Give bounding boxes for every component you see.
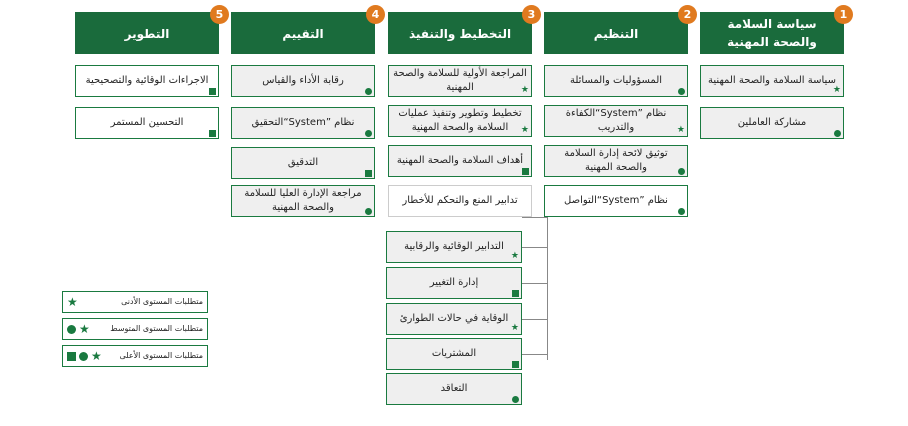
square-marker-icon xyxy=(522,168,529,175)
step-badge-2: 2 xyxy=(678,5,697,24)
procurement-label: المشتريات xyxy=(431,348,477,359)
legend-minimum-label: متطلبات المستوى الأدنى xyxy=(121,297,203,306)
change-management-label: إدارة التغيير xyxy=(429,277,479,288)
step-badge-4: 4 xyxy=(366,5,385,24)
circle-marker-icon xyxy=(512,396,519,403)
investigation-item xyxy=(231,107,375,139)
change-management-item xyxy=(386,267,522,299)
continual-improvement-label: التحسين المستمر xyxy=(110,117,184,128)
square-legend-icon xyxy=(67,352,76,361)
control-measures-item xyxy=(386,231,522,263)
header-planning xyxy=(388,12,532,54)
header-organizing xyxy=(544,12,688,54)
star-marker-icon: ★ xyxy=(510,251,519,261)
header-improvement xyxy=(75,12,219,54)
responsibility-item xyxy=(544,65,688,97)
connector-vertical xyxy=(547,217,548,360)
performance-monitoring-item xyxy=(231,65,375,97)
star-legend-icon: ★ xyxy=(91,349,102,363)
header-evaluation xyxy=(231,12,375,54)
legend-intermediate-label: متطلبات المستوى المتوسط xyxy=(110,324,203,333)
system-planning-label: تخطيط وتطوير وتنفيذ عمليات السلامة والصحة المهنية xyxy=(398,108,522,133)
policy-item-label: سياسة السلامة والصحة المهنية xyxy=(708,75,836,86)
objectives-label: أهداف السلامة والصحة المهنية xyxy=(396,155,524,166)
circle-marker-icon xyxy=(365,88,372,95)
circle-marker-icon xyxy=(365,130,372,137)
star-legend-icon: ★ xyxy=(79,322,90,336)
hazard-prevention-item xyxy=(388,185,532,217)
corrective-actions-item xyxy=(75,65,219,97)
connector-top xyxy=(522,217,548,218)
worker-participation-item xyxy=(700,107,844,139)
documentation-item xyxy=(544,145,688,177)
step-badge-1: 1 xyxy=(834,5,853,24)
emergency-prevention-item xyxy=(386,303,522,335)
circle-marker-icon xyxy=(834,130,841,137)
circle-marker-icon xyxy=(678,168,685,175)
policy-item xyxy=(700,65,844,97)
system-planning-item xyxy=(388,105,532,137)
connector-branch-1 xyxy=(522,247,548,248)
audit-label: التدقيق xyxy=(287,157,319,168)
contracting-label: التعاقد xyxy=(440,383,468,394)
header-improvement-title: التطوير xyxy=(124,27,170,41)
star-legend-icon: ★ xyxy=(67,295,78,309)
objectives-item xyxy=(388,145,532,177)
header-policy-title: سياسة السلامة والصحة المهنية xyxy=(727,17,817,49)
star-marker-icon: ★ xyxy=(676,125,685,135)
audit-item xyxy=(231,147,375,179)
continual-improvement-item xyxy=(75,107,219,139)
square-marker-icon xyxy=(365,170,372,177)
header-evaluation-title: التقييم xyxy=(282,27,324,41)
header-policy xyxy=(700,12,844,54)
header-planning-title: التخطيط والتنفيذ xyxy=(408,27,512,41)
square-marker-icon xyxy=(512,361,519,368)
legend-advanced xyxy=(62,345,208,367)
legend-minimum xyxy=(62,291,208,313)
communication-item xyxy=(544,185,688,217)
initial-review-item xyxy=(388,65,532,97)
responsibility-label: المسؤوليات والمسائلة xyxy=(569,75,663,86)
management-review-label: مراجعة الإدارة العليا للسلامة والصحة المهنية xyxy=(244,188,362,213)
initial-review-label: المراجعة الأولية للسلامة والصحة المهنية xyxy=(393,68,527,93)
step-badge-5: 5 xyxy=(210,5,229,24)
square-marker-icon xyxy=(512,290,519,297)
square-marker-icon xyxy=(209,130,216,137)
step-badge-3: 3 xyxy=(522,5,541,24)
circle-legend-icon xyxy=(79,352,88,361)
performance-monitoring-label: رقابة الأداء والقياس xyxy=(262,75,344,86)
circle-marker-icon xyxy=(365,208,372,215)
emergency-prevention-label: الوقاية في حالات الطوارئ xyxy=(399,313,509,324)
management-review-item xyxy=(231,185,375,217)
star-marker-icon: ★ xyxy=(832,85,841,95)
competence-label: نظام ”System“الكفاءة والتدريب xyxy=(565,108,667,133)
documentation-label: توثيق لائحة إدارة السلامة والصحة المهنية xyxy=(564,148,668,173)
connector-branch-2 xyxy=(522,283,548,284)
control-measures-label: التدابير الوقائية والرقابية xyxy=(404,241,504,252)
investigation-label: نظام ”System“التحقيق xyxy=(251,117,355,128)
competence-item xyxy=(544,105,688,137)
header-organizing-title: التنظيم xyxy=(593,27,639,41)
legend-intermediate xyxy=(62,318,208,340)
star-marker-icon: ★ xyxy=(520,85,529,95)
circle-marker-icon xyxy=(678,88,685,95)
procurement-item xyxy=(386,338,522,370)
legend-advanced-label: متطلبات المستوى الأعلى xyxy=(119,351,203,360)
star-marker-icon: ★ xyxy=(510,323,519,333)
circle-marker-icon xyxy=(678,208,685,215)
communication-label: نظام ”System“التواصل xyxy=(564,195,668,206)
connector-branch-4 xyxy=(522,354,548,355)
worker-participation-label: مشاركة العاملين xyxy=(737,117,807,128)
contracting-item xyxy=(386,373,522,405)
square-marker-icon xyxy=(209,88,216,95)
star-marker-icon: ★ xyxy=(520,125,529,135)
hazard-prevention-label: تدابير المنع والتحكم للأخطار xyxy=(402,195,518,206)
circle-legend-icon xyxy=(67,325,76,334)
connector-branch-3 xyxy=(522,319,548,320)
corrective-actions-label: الاجراءات الوقائية والتصحيحية xyxy=(85,75,209,86)
